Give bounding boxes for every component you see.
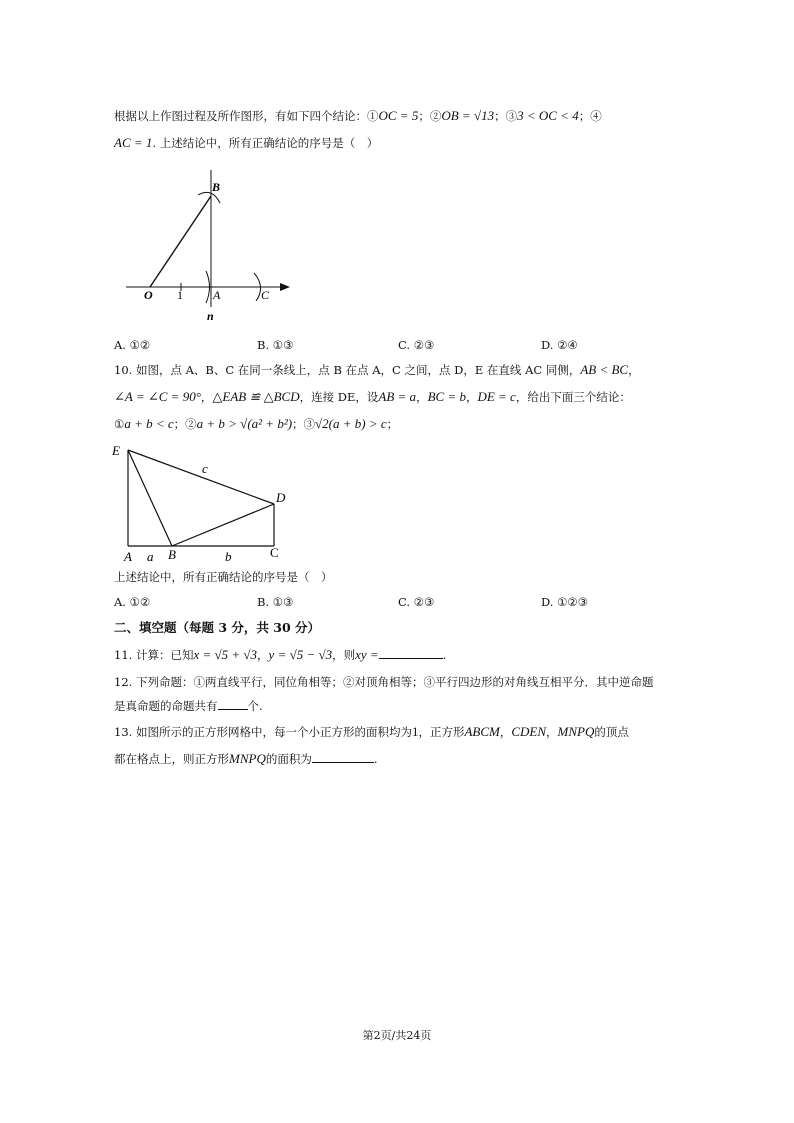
q13-line1: 13. 如图所示的正方形网格中，每一个小正方形的面积均为1，正方形ABCM，CDEN，MNPQ的顶点 bbox=[114, 724, 629, 739]
q9-label-a: A bbox=[213, 288, 221, 302]
q9-label-b: B bbox=[212, 180, 221, 194]
q10-label-c: C bbox=[270, 545, 279, 560]
q11-answer-blank[interactable] bbox=[379, 648, 443, 659]
q10-label-b: B bbox=[168, 547, 176, 562]
q10-label-c-side: c bbox=[202, 461, 208, 476]
q10-question: 上述结论中，所有正确结论的序号是（ ） bbox=[114, 570, 333, 584]
q9-option-a[interactable]: A. ①② bbox=[114, 338, 151, 352]
q9-conclusion-1: OC = 5 bbox=[378, 108, 419, 123]
q12-answer-blank[interactable] bbox=[218, 699, 248, 710]
q12-line2: 是真命题的命题共有 个. bbox=[114, 699, 263, 713]
q9-conclusion-3: 3 < OC < 4 bbox=[517, 108, 579, 123]
q11-x-expression: x = √5 + √3 bbox=[193, 647, 258, 662]
q10-conclusion-1: a + b < c bbox=[124, 416, 174, 431]
q9-option-b[interactable]: B. ①③ bbox=[257, 338, 294, 352]
q13-line2: 都在格点上，则正方形MNPQ的面积为 . bbox=[114, 751, 378, 766]
q9-conclusion-4: AC = 1 bbox=[114, 135, 153, 150]
q12-line1: 12. 下列命题：①两直线平行，同位角相等；②对顶角相等；③平行四边形的对角线互相平分．其中逆命题 bbox=[114, 675, 654, 689]
q10-conclusion-2: a + b > √(a² + b²) bbox=[196, 416, 293, 431]
q10-figure bbox=[108, 440, 298, 566]
q10-segment-bd bbox=[172, 504, 274, 546]
q10-label-a: A bbox=[124, 549, 132, 564]
q9-segment-ob bbox=[150, 196, 211, 287]
q10-label-b-side: b bbox=[225, 549, 232, 564]
q10-option-c[interactable]: C. ②③ bbox=[398, 595, 435, 609]
q11-y-expression: y = √5 − √3 bbox=[268, 647, 333, 662]
q10-conclusion-3: √2(a + b) > c bbox=[315, 416, 387, 431]
q10-label-d: D bbox=[276, 490, 286, 505]
q9-line1: 根据以上作图过程及所作图形，有如下四个结论：①OC = 5；②OB = √13；③3 < OC < 4；④ bbox=[114, 108, 602, 123]
q9-option-c[interactable]: C. ②③ bbox=[398, 338, 435, 352]
q9-conclusion-2: OB = √13 bbox=[441, 108, 495, 123]
q9-option-d[interactable]: D. ②④ bbox=[541, 338, 578, 352]
section-2-title: 二、填空题（每题 3 分，共 30 分） bbox=[114, 620, 321, 635]
q10-line1: 10. 如图，点 A、B、C 在同一条线上，点 B 在点 A，C 之间，点 D，E 在直线 AC 同侧，AB < BC， bbox=[114, 362, 640, 377]
q9-label-c: C bbox=[261, 288, 270, 302]
q9-line2: AC = 1. 上述结论中，所有正确结论的序号是（ ） bbox=[114, 135, 379, 150]
q9-figure bbox=[120, 165, 300, 325]
q10-option-b[interactable]: B. ①③ bbox=[257, 595, 294, 609]
q10-label-a-side: a bbox=[147, 549, 154, 564]
q11-line: 11. 计算：已知x = √5 + √3，y = √5 − √3，则xy = . bbox=[114, 647, 447, 662]
q10-option-a[interactable]: A. ①② bbox=[114, 595, 151, 609]
q10-line3: ①a + b < c；②a + b > √(a² + b²)；③√2(a + b) > c； bbox=[114, 416, 399, 431]
q10-line2: ∠A = ∠C = 90°，△EAB ≌ △BCD，连接 DE，设AB = a，BC = b，DE = c，给出下面三个结论： bbox=[114, 389, 631, 404]
q10-segment-ed bbox=[128, 450, 274, 504]
q9-label-n: n bbox=[207, 309, 214, 323]
q13-answer-blank[interactable] bbox=[312, 752, 374, 763]
q10-label-e: E bbox=[112, 443, 120, 458]
q9-label-o: O bbox=[144, 288, 153, 302]
q10-option-d[interactable]: D. ①②③ bbox=[541, 595, 589, 609]
q9-label-1: 1 bbox=[177, 288, 183, 302]
page-footer: 第2页/共24页 bbox=[362, 1029, 432, 1042]
q9-arrow-head bbox=[280, 283, 290, 291]
